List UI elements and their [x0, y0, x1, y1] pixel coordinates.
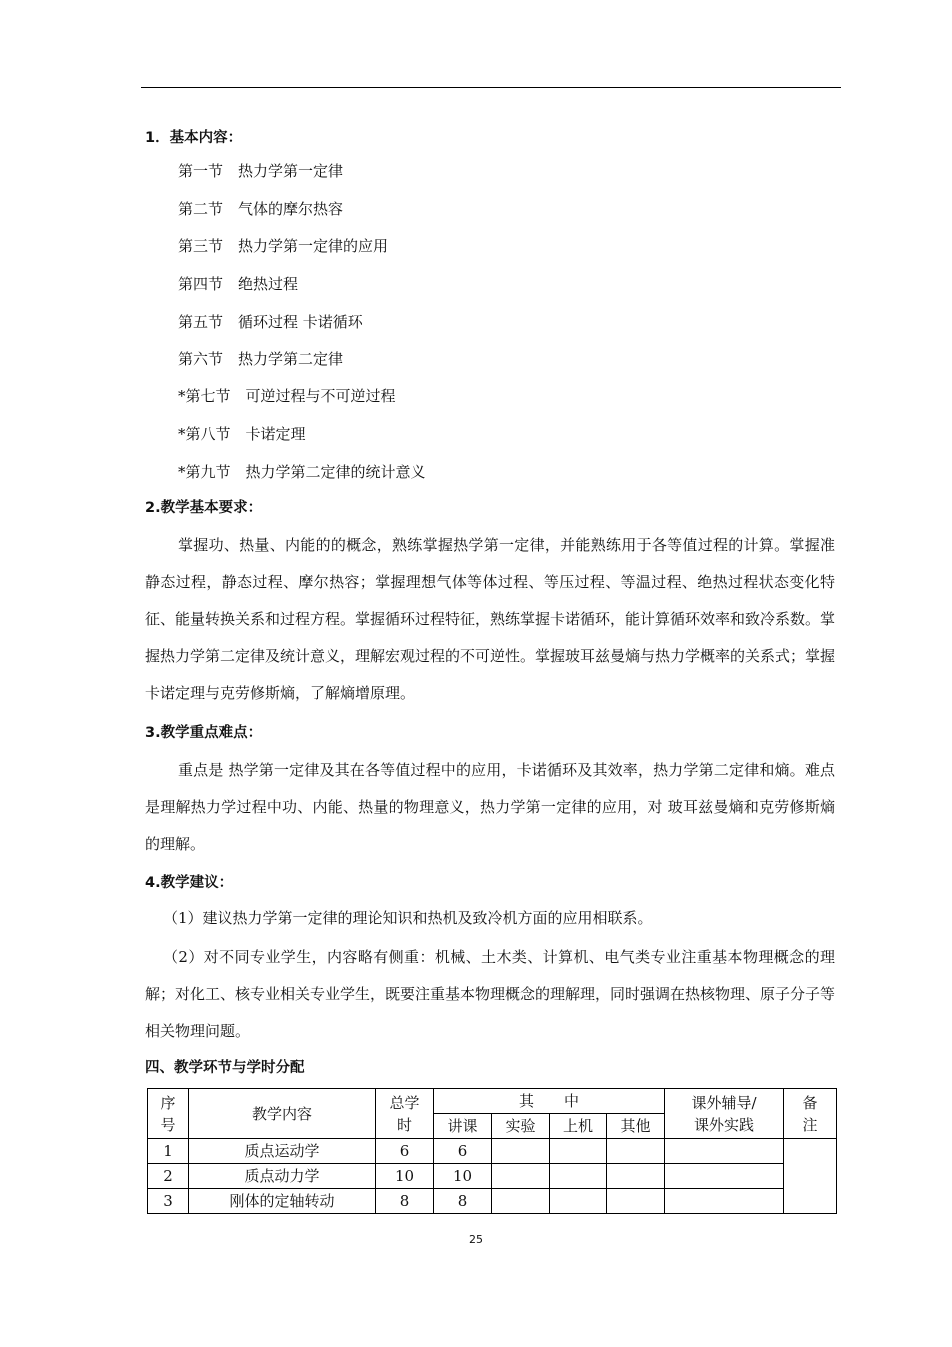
heading-keypoints: 3.教学重点难点：	[145, 725, 263, 741]
header-note	[784, 1089, 837, 1139]
section-item-7: *第七节 可逆过程与不可逆过程	[178, 387, 396, 405]
heading-requirements: 2.教学基本要求：	[145, 500, 263, 516]
table-row	[148, 1139, 837, 1164]
heading-hours-allocation: 四、教学环节与学时分配	[145, 1060, 305, 1076]
header-lab: 实验	[492, 1114, 550, 1139]
header-seq-line2: 号	[160, 1115, 176, 1134]
cell-seq: 1	[148, 1139, 189, 1164]
heading-suggestions: 4.教学建议：	[145, 875, 234, 891]
hours-table	[147, 1088, 837, 1214]
heading-basic-content: 1．基本内容：	[145, 130, 243, 146]
cell-computer	[550, 1164, 607, 1189]
suggestion-item-2: （2）对不同专业学生，内容略有侧重：机械、土木类、计算机、电气类专业注重基本物理概念的理解；对化工、核专业相关专业学生，既要注重基本物理概念的理解理，同时强调在热核物理、原子分子等相关物理问题。	[145, 948, 836, 1040]
header-note-line1: 备	[802, 1093, 818, 1112]
section-item-9: *第九节 热力学第二定律的统计意义	[178, 463, 426, 481]
cell-lecture: 6	[434, 1139, 492, 1164]
keypoints-paragraph: 重点是 热学第一定律及其在各等值过程中的应用，卡诺循环及其效率，热力学第二定律和熵。难点是理解热力学过程中功、内能、热量的物理意义，热力学第一定律的应用，对 玻耳兹曼熵和克劳修斯熵的理解。	[145, 761, 835, 853]
cell-computer	[550, 1139, 607, 1164]
cell-note	[784, 1139, 837, 1214]
cell-computer	[550, 1189, 607, 1214]
section-item-2: 第二节 气体的摩尔热容	[178, 200, 344, 218]
cell-seq: 3	[148, 1189, 189, 1214]
cell-total: 6	[376, 1139, 434, 1164]
header-seq-line1: 序	[160, 1093, 176, 1112]
cell-extra	[665, 1189, 784, 1214]
cell-lecture: 10	[434, 1164, 492, 1189]
table-row	[148, 1164, 837, 1189]
header-seq	[148, 1089, 189, 1139]
header-extra-line1: 课外辅导/	[691, 1093, 757, 1112]
cell-extra	[665, 1164, 784, 1189]
header-among: 其 中	[434, 1089, 665, 1114]
header-extra	[665, 1089, 784, 1139]
header-computer: 上机	[550, 1114, 607, 1139]
requirements-paragraph: 掌握功、热量、内能的的概念，熟练掌握热学第一定律，并能熟练用于各等值过程的计算。掌握准静态过程，静态过程、摩尔热容；掌握理想气体等体过程、等压过程、等温过程、绝热过程状态变化特征、能量转换关系和过程方程。掌握循环过程特征，熟练掌握卡诺循环，能计算循环效率和致冷系数。掌握热力学第二定律及统计意义，理解宏观过程的不可逆性。掌握玻耳兹曼熵与热力学概率的关系式；掌握卡诺定理与克劳修斯熵，了解熵增原理。	[145, 536, 836, 702]
cell-content: 质点运动学	[189, 1139, 376, 1164]
cell-content: 刚体的定轴转动	[189, 1189, 376, 1214]
page-number: 25	[469, 1233, 483, 1246]
cell-lab	[492, 1189, 550, 1214]
cell-other	[607, 1164, 665, 1189]
table-row	[148, 1189, 837, 1214]
cell-total: 10	[376, 1164, 434, 1189]
cell-lab	[492, 1164, 550, 1189]
cell-lab	[492, 1139, 550, 1164]
section-item-6: 第六节 热力学第二定律	[178, 350, 344, 368]
header-extra-line2: 课外实践	[693, 1115, 754, 1134]
cell-total: 8	[376, 1189, 434, 1214]
section-item-8: *第八节 卡诺定理	[178, 425, 306, 443]
cell-seq: 2	[148, 1164, 189, 1189]
cell-other	[607, 1139, 665, 1164]
section-item-4: 第四节 绝热过程	[178, 275, 299, 293]
cell-extra	[665, 1139, 784, 1164]
cell-lecture: 8	[434, 1189, 492, 1214]
cell-other	[607, 1189, 665, 1214]
cell-content: 质点动力学	[189, 1164, 376, 1189]
header-rule	[141, 87, 841, 88]
header-content: 教学内容	[189, 1089, 376, 1139]
header-lecture: 讲课	[434, 1114, 492, 1139]
section-item-3: 第三节 热力学第一定律的应用	[178, 237, 389, 255]
header-note-line2: 注	[802, 1115, 818, 1134]
header-other: 其他	[607, 1114, 665, 1139]
header-total-hours	[376, 1089, 434, 1139]
section-item-5: 第五节 循环过程 卡诺循环	[178, 313, 363, 331]
section-item-1: 第一节 热力学第一定律	[178, 162, 344, 180]
suggestion-item-1: （1）建议热力学第一定律的理论知识和热机及致冷机方面的应用相联系。	[163, 909, 653, 927]
header-total-line1: 总学	[389, 1093, 420, 1112]
header-total-line2: 时	[396, 1115, 412, 1134]
